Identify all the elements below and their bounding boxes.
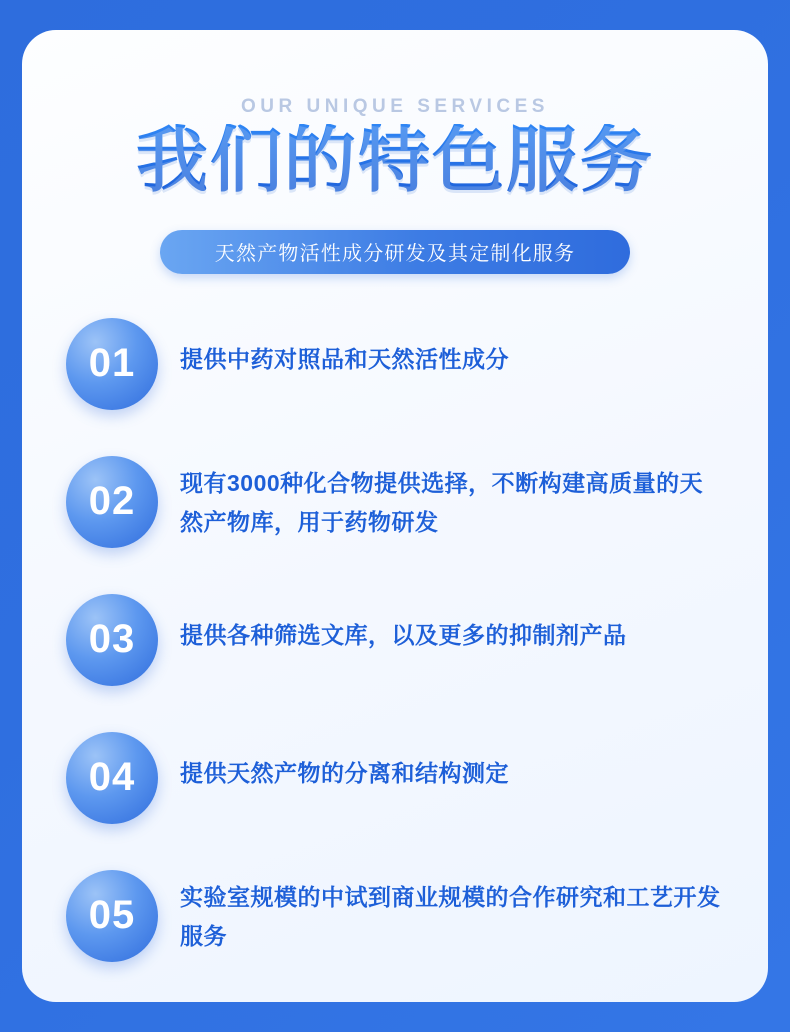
service-text: 提供各种筛选文库，以及更多的抑制剂产品: [180, 621, 627, 648]
service-text: 实验室规模的中试到商业规模的合作研究和工艺开发服务: [180, 883, 721, 949]
service-number-badge: 05: [66, 870, 158, 962]
list-item: [66, 732, 724, 824]
list-item: [66, 594, 724, 686]
page-title: 我们的特色服务: [66, 124, 724, 200]
service-number-badge: 04: [66, 732, 158, 824]
service-list: [66, 318, 724, 962]
service-text: 提供中药对照品和天然活性成分: [180, 345, 509, 372]
list-item: [66, 456, 724, 548]
eyebrow-text: OUR UNIQUE SERVICES: [241, 96, 549, 117]
list-item: [66, 318, 724, 410]
service-number-badge: 01: [66, 318, 158, 410]
service-card: [22, 30, 768, 1002]
service-number-badge: 03: [66, 594, 158, 686]
page-title-wrap: [66, 121, 724, 201]
subtitle-pill: 天然产物活性成分研发及其定制化服务: [160, 230, 630, 274]
service-text: 提供天然产物的分离和结构测定: [180, 759, 509, 786]
service-text: 现有3000种化合物提供选择，不断构建高质量的天然产物库，用于药物研发: [180, 469, 704, 535]
service-number-badge: 02: [66, 456, 158, 548]
list-item: [66, 870, 724, 962]
